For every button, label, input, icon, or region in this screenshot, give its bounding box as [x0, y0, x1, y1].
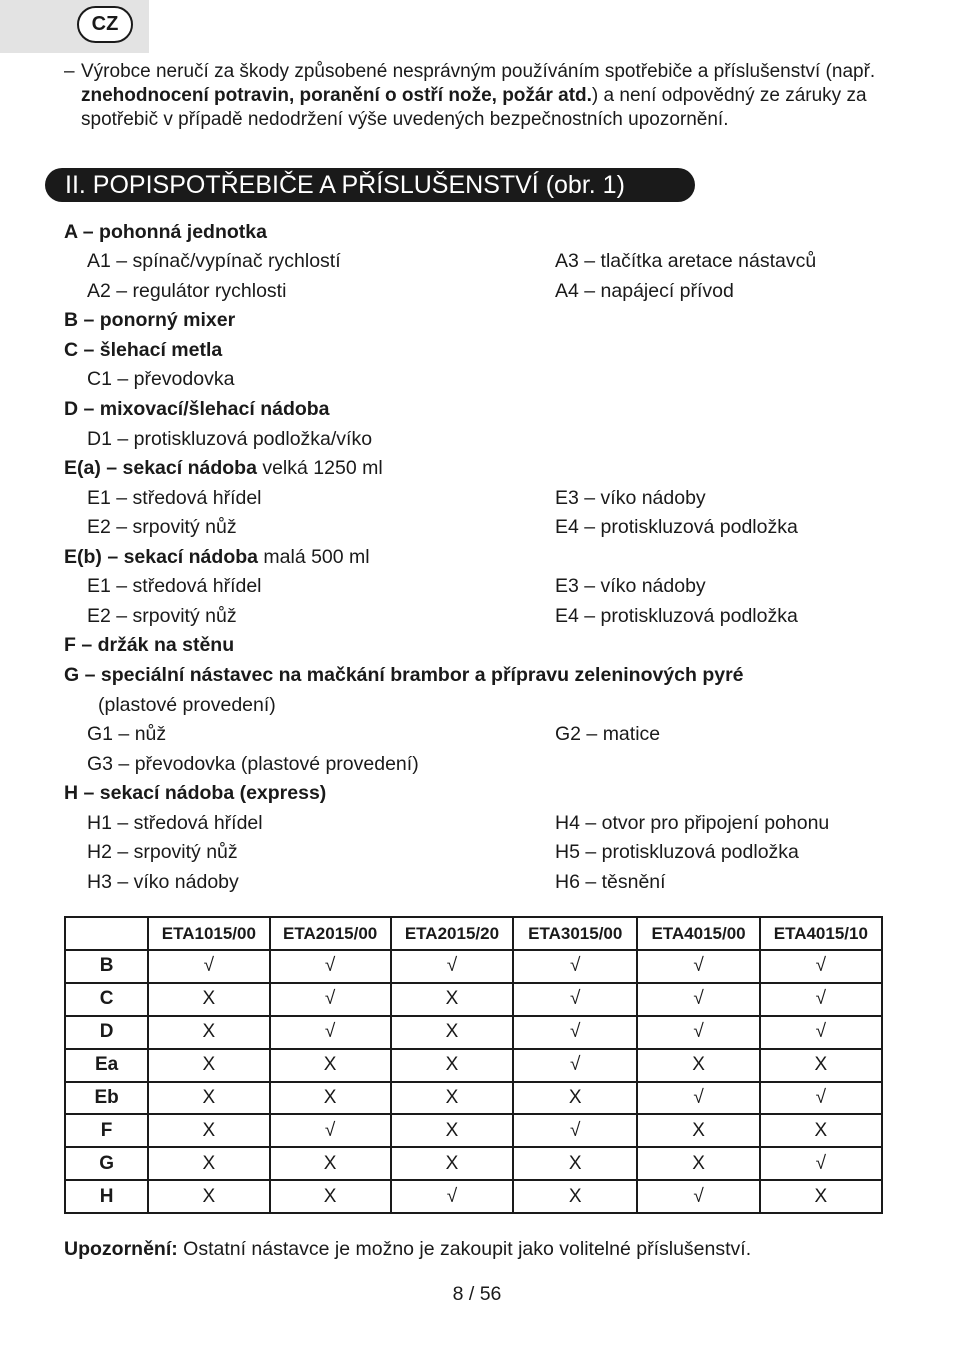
row-label: Ea	[65, 1049, 148, 1082]
table-cell: √	[637, 950, 759, 983]
table-cell: X	[148, 1180, 269, 1213]
intro-text	[81, 60, 894, 132]
row-label: B	[65, 950, 148, 983]
table-cell: √	[513, 1114, 637, 1147]
table-cell: X	[148, 1049, 269, 1082]
intro-text-1: Výrobce neručí za škody způsobené nesprávným používáním spotřebiče a příslušenství (např.	[81, 61, 876, 82]
page-number: 8 / 56	[452, 1283, 502, 1305]
part-Eb	[64, 545, 370, 569]
table-cell: √	[760, 983, 882, 1016]
note-text: Ostatní nástavce je možno je zakoupit jako volitelné příslušenství.	[177, 1238, 752, 1260]
table-cell: √	[513, 983, 637, 1016]
table-cell: √	[513, 950, 637, 983]
table-cell: X	[760, 1180, 882, 1213]
row-label: H	[65, 1180, 148, 1213]
part-G: G – speciální nástavec na mačkání brambor a přípravu zeleninových pyré	[64, 664, 744, 686]
part-D: D – mixovací/šlehací nádoba	[64, 398, 330, 420]
language-badge: CZ	[77, 6, 133, 43]
table-cell: √	[637, 1082, 759, 1115]
table-cell: X	[270, 1049, 391, 1082]
table-cell: X	[148, 983, 269, 1016]
table-cell: √	[760, 1147, 882, 1180]
part-G1: G1 – nůž	[87, 723, 167, 745]
table-row	[65, 950, 882, 983]
table-header-cell: ETA4015/10	[760, 917, 882, 950]
table-cell: √	[760, 1016, 882, 1049]
part-Ea-E2: E2 – srpovitý nůž	[87, 516, 237, 538]
table-header-cell: ETA2015/00	[270, 917, 391, 950]
part-H3: H3 – víko nádoby	[87, 871, 239, 893]
table-cell: X	[637, 1049, 759, 1082]
part-Ea	[64, 456, 383, 480]
table-cell: √	[513, 1016, 637, 1049]
table-cell: X	[760, 1114, 882, 1147]
table-cell: X	[270, 1180, 391, 1213]
row-label: C	[65, 983, 148, 1016]
part-Eb-E2: E2 – srpovitý nůž	[87, 605, 237, 627]
table-cell: √	[637, 983, 759, 1016]
row-label: Eb	[65, 1082, 148, 1115]
part-Ea-E4: E4 – protiskluzová podložka	[555, 516, 798, 538]
part-H6: H6 – těsnění	[555, 871, 666, 893]
table-cell: X	[637, 1114, 759, 1147]
intro-paragraph	[64, 60, 894, 132]
part-Eb-E3: E3 – víko nádoby	[555, 575, 706, 597]
part-Eb-rest: malá 500 ml	[257, 546, 370, 568]
table-row	[65, 1114, 882, 1147]
table-cell: √	[391, 950, 513, 983]
table-header-cell	[65, 917, 148, 950]
part-F: F – držák na stěnu	[64, 634, 235, 656]
table-cell: X	[513, 1147, 637, 1180]
table-header-cell: ETA4015/00	[637, 917, 759, 950]
table-row	[65, 1180, 882, 1213]
intro-text-bold: znehodnocení potravin, poranění o ostří nože, požár atd.	[81, 85, 592, 106]
part-Ea-E3: E3 – víko nádoby	[555, 487, 706, 509]
table-cell: √	[270, 983, 391, 1016]
table-cell: √	[760, 1082, 882, 1115]
table-cell: X	[270, 1082, 391, 1115]
table-cell: X	[391, 1147, 513, 1180]
table-cell: √	[513, 1049, 637, 1082]
table-cell: X	[148, 1016, 269, 1049]
row-label: F	[65, 1114, 148, 1147]
part-D1: D1 – protiskluzová podložka/víko	[87, 428, 373, 450]
row-label: G	[65, 1147, 148, 1180]
part-Ea-E1: E1 – středová hřídel	[87, 487, 262, 509]
language-tab	[0, 0, 149, 53]
table-cell: √	[270, 950, 391, 983]
part-G2: G2 – matice	[555, 723, 661, 745]
table-cell: X	[148, 1082, 269, 1115]
part-Eb-E4: E4 – protiskluzová podložka	[555, 605, 798, 627]
table-cell: X	[270, 1147, 391, 1180]
part-A1: A1 – spínač/vypínač rychlostí	[87, 250, 341, 272]
table-cell: √	[270, 1016, 391, 1049]
model-accessory-table	[64, 916, 883, 1214]
intro-dash: –	[64, 61, 75, 82]
note-label: Upozornění:	[64, 1238, 178, 1260]
table-cell: √	[270, 1114, 391, 1147]
table-cell: X	[148, 1114, 269, 1147]
table-cell: X	[513, 1082, 637, 1115]
table-header-cell: ETA1015/00	[148, 917, 269, 950]
table-cell: √	[637, 1016, 759, 1049]
part-H2: H2 – srpovitý nůž	[87, 841, 238, 863]
table-cell: X	[637, 1147, 759, 1180]
table-cell: √	[760, 950, 882, 983]
table-row	[65, 983, 882, 1016]
table-row	[65, 1016, 882, 1049]
part-H1: H1 – středová hřídel	[87, 812, 263, 834]
table-cell: √	[148, 950, 269, 983]
part-G3: G3 – převodovka (plastové provedení)	[87, 753, 419, 775]
table-cell: X	[513, 1180, 637, 1213]
part-Ea-rest: velká 1250 ml	[256, 457, 383, 479]
intro-text-2: ) a není odpovědný ze záruky za spotřebič v případě nedodržení výše uvedených bezpečnostních upozornění.	[81, 85, 867, 130]
table-header-row	[65, 917, 882, 950]
table-cell: X	[148, 1147, 269, 1180]
part-C1: C1 – převodovka	[87, 368, 235, 390]
part-Ea-bold: E(a) – sekací nádoba	[64, 457, 257, 479]
table-cell: X	[391, 1114, 513, 1147]
table-cell: √	[637, 1180, 759, 1213]
table-header-cell: ETA2015/20	[391, 917, 513, 950]
section-title: II. POPISPOTŘEBIČE A PŘÍSLUŠENSTVÍ (obr. 1)	[45, 168, 695, 202]
table-header-cell: ETA3015/00	[513, 917, 637, 950]
table-row	[65, 1049, 882, 1082]
part-A: A – pohonná jednotka	[64, 221, 267, 243]
part-A2: A2 – regulátor rychlosti	[87, 280, 287, 302]
part-Eb-E1: E1 – středová hřídel	[87, 575, 262, 597]
row-label: D	[65, 1016, 148, 1049]
part-B: B – ponorný mixer	[64, 309, 236, 331]
part-H: H – sekací nádoba (express)	[64, 782, 327, 804]
part-Eb-bold: E(b) – sekací nádoba	[64, 546, 258, 568]
part-A4: A4 – napájecí přívod	[555, 280, 734, 302]
note-paragraph	[64, 1237, 751, 1261]
table-cell: √	[391, 1180, 513, 1213]
part-C: C – šlehací metla	[64, 339, 223, 361]
part-H4: H4 – otvor pro připojení pohonu	[555, 812, 830, 834]
table-cell: X	[760, 1049, 882, 1082]
table-cell: X	[391, 1082, 513, 1115]
table-cell: X	[391, 1049, 513, 1082]
part-A3: A3 – tlačítka aretace nástavců	[555, 250, 817, 272]
part-H5: H5 – protiskluzová podložka	[555, 841, 799, 863]
table-row	[65, 1147, 882, 1180]
table-cell: X	[391, 1016, 513, 1049]
table-row	[65, 1082, 882, 1115]
table-cell: X	[391, 983, 513, 1016]
part-G-sub: (plastové provedení)	[98, 694, 276, 716]
